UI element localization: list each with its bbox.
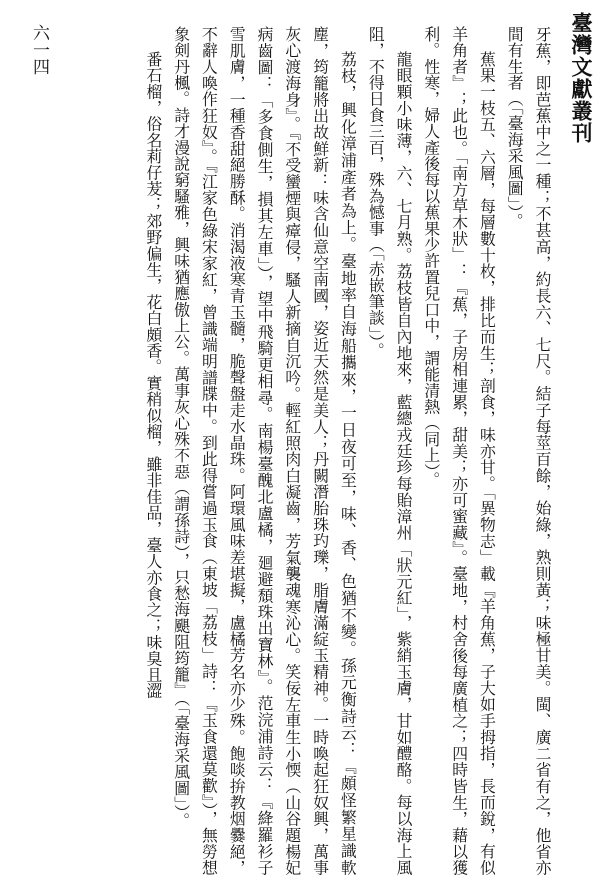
paragraph-guava: 番石榴，俗名莉仔茇；郊野偏生，花白頗香。實稍似榴，雖非佳品，臺人亦食之；味臭且澀 — [143, 51, 163, 700]
page-number: 六一四 — [29, 24, 49, 75]
paragraph-longan: 龍眼顆小味薄，六、七月熟。荔枝皆自內地來，藍總戎廷珍每貽漳州「狀元紅」，紫綃玉膚，甘如醴酪。每以海上風阻，不得日食三百，殊為憾事（「赤嵌筆談」）。 — [366, 26, 414, 876]
running-title: 臺灣文獻叢刊 — [569, 12, 594, 144]
paragraph-banana-varieties: 蕉果一枝五、六層，每層數十枚，排比而生；剖食，味亦甘。「異物志」載『羊角蕉，子大如手拇指，長而銳，有似羊角者』；此也。「南方草木狀」：『蕉，子房相連累，甜美；亦可蜜藏』。臺地，村舍後每廣植之；四時皆生，藉以獲利。性寒，婦人產後每以蕉果少許置兒口中，謂能清熱（同上）。 — [421, 26, 497, 876]
paragraph-banana: 牙蕉，即芭蕉中之一種；不甚高，約長六、七尺。結子每莖百餘，始綠，熟則黃；味極甘美。閩、廣二省有之，他省亦間有生者（「臺海采風圖」）。 — [505, 26, 552, 876]
body-text — [56, 26, 556, 876]
paragraph-lychee: 荔枝，興化漳浦產者為上。臺地率自海船攜來，一日夜可至，味、香、色猶不變。孫元衡詩云：『頗怪繁星識軟塵，筠籠將出故鮮新：味含仙意空南國，姿近天然是美人；丹闕潛胎珠玓瓅，脂膚滿綻玉精神。一時喚起狂奴興，萬事灰心渡海身』。『不受蠻煙與瘴侵，騷人新摘自沉吟。輕紅照肉白凝齒，芳氣襲魂寒沁心。笑佞左車生小愞（山谷題楊妃病齒圖：「多食側生，損其左車」），望中飛騎更相尋。南楊臺醜北盧橘，廻避頹珠出寶林』。范浣浦詩云：『絳羅衫子雪肌膚，一種香甜絕勝酥。消渴液寒青玉髓，脆聲盤走水晶珠。阿環風味差堪擬，盧橘芳名亦少殊。飽啖拚教烟爨絕，不辭人喚作狂奴』。『江家色綠宋家紅，曾識端明譜牒中。到此得嘗過玉食（東坡「荔枝」詩：『玉食還莫歡』），無勞想象剣丹楓。詩才漫說窮騷雅，興味猶應傲上公。萬事灰心殊不惡（謂孫詩），只愁海颶阻筠籠』（「臺海采風圖」）。 — [171, 26, 358, 876]
